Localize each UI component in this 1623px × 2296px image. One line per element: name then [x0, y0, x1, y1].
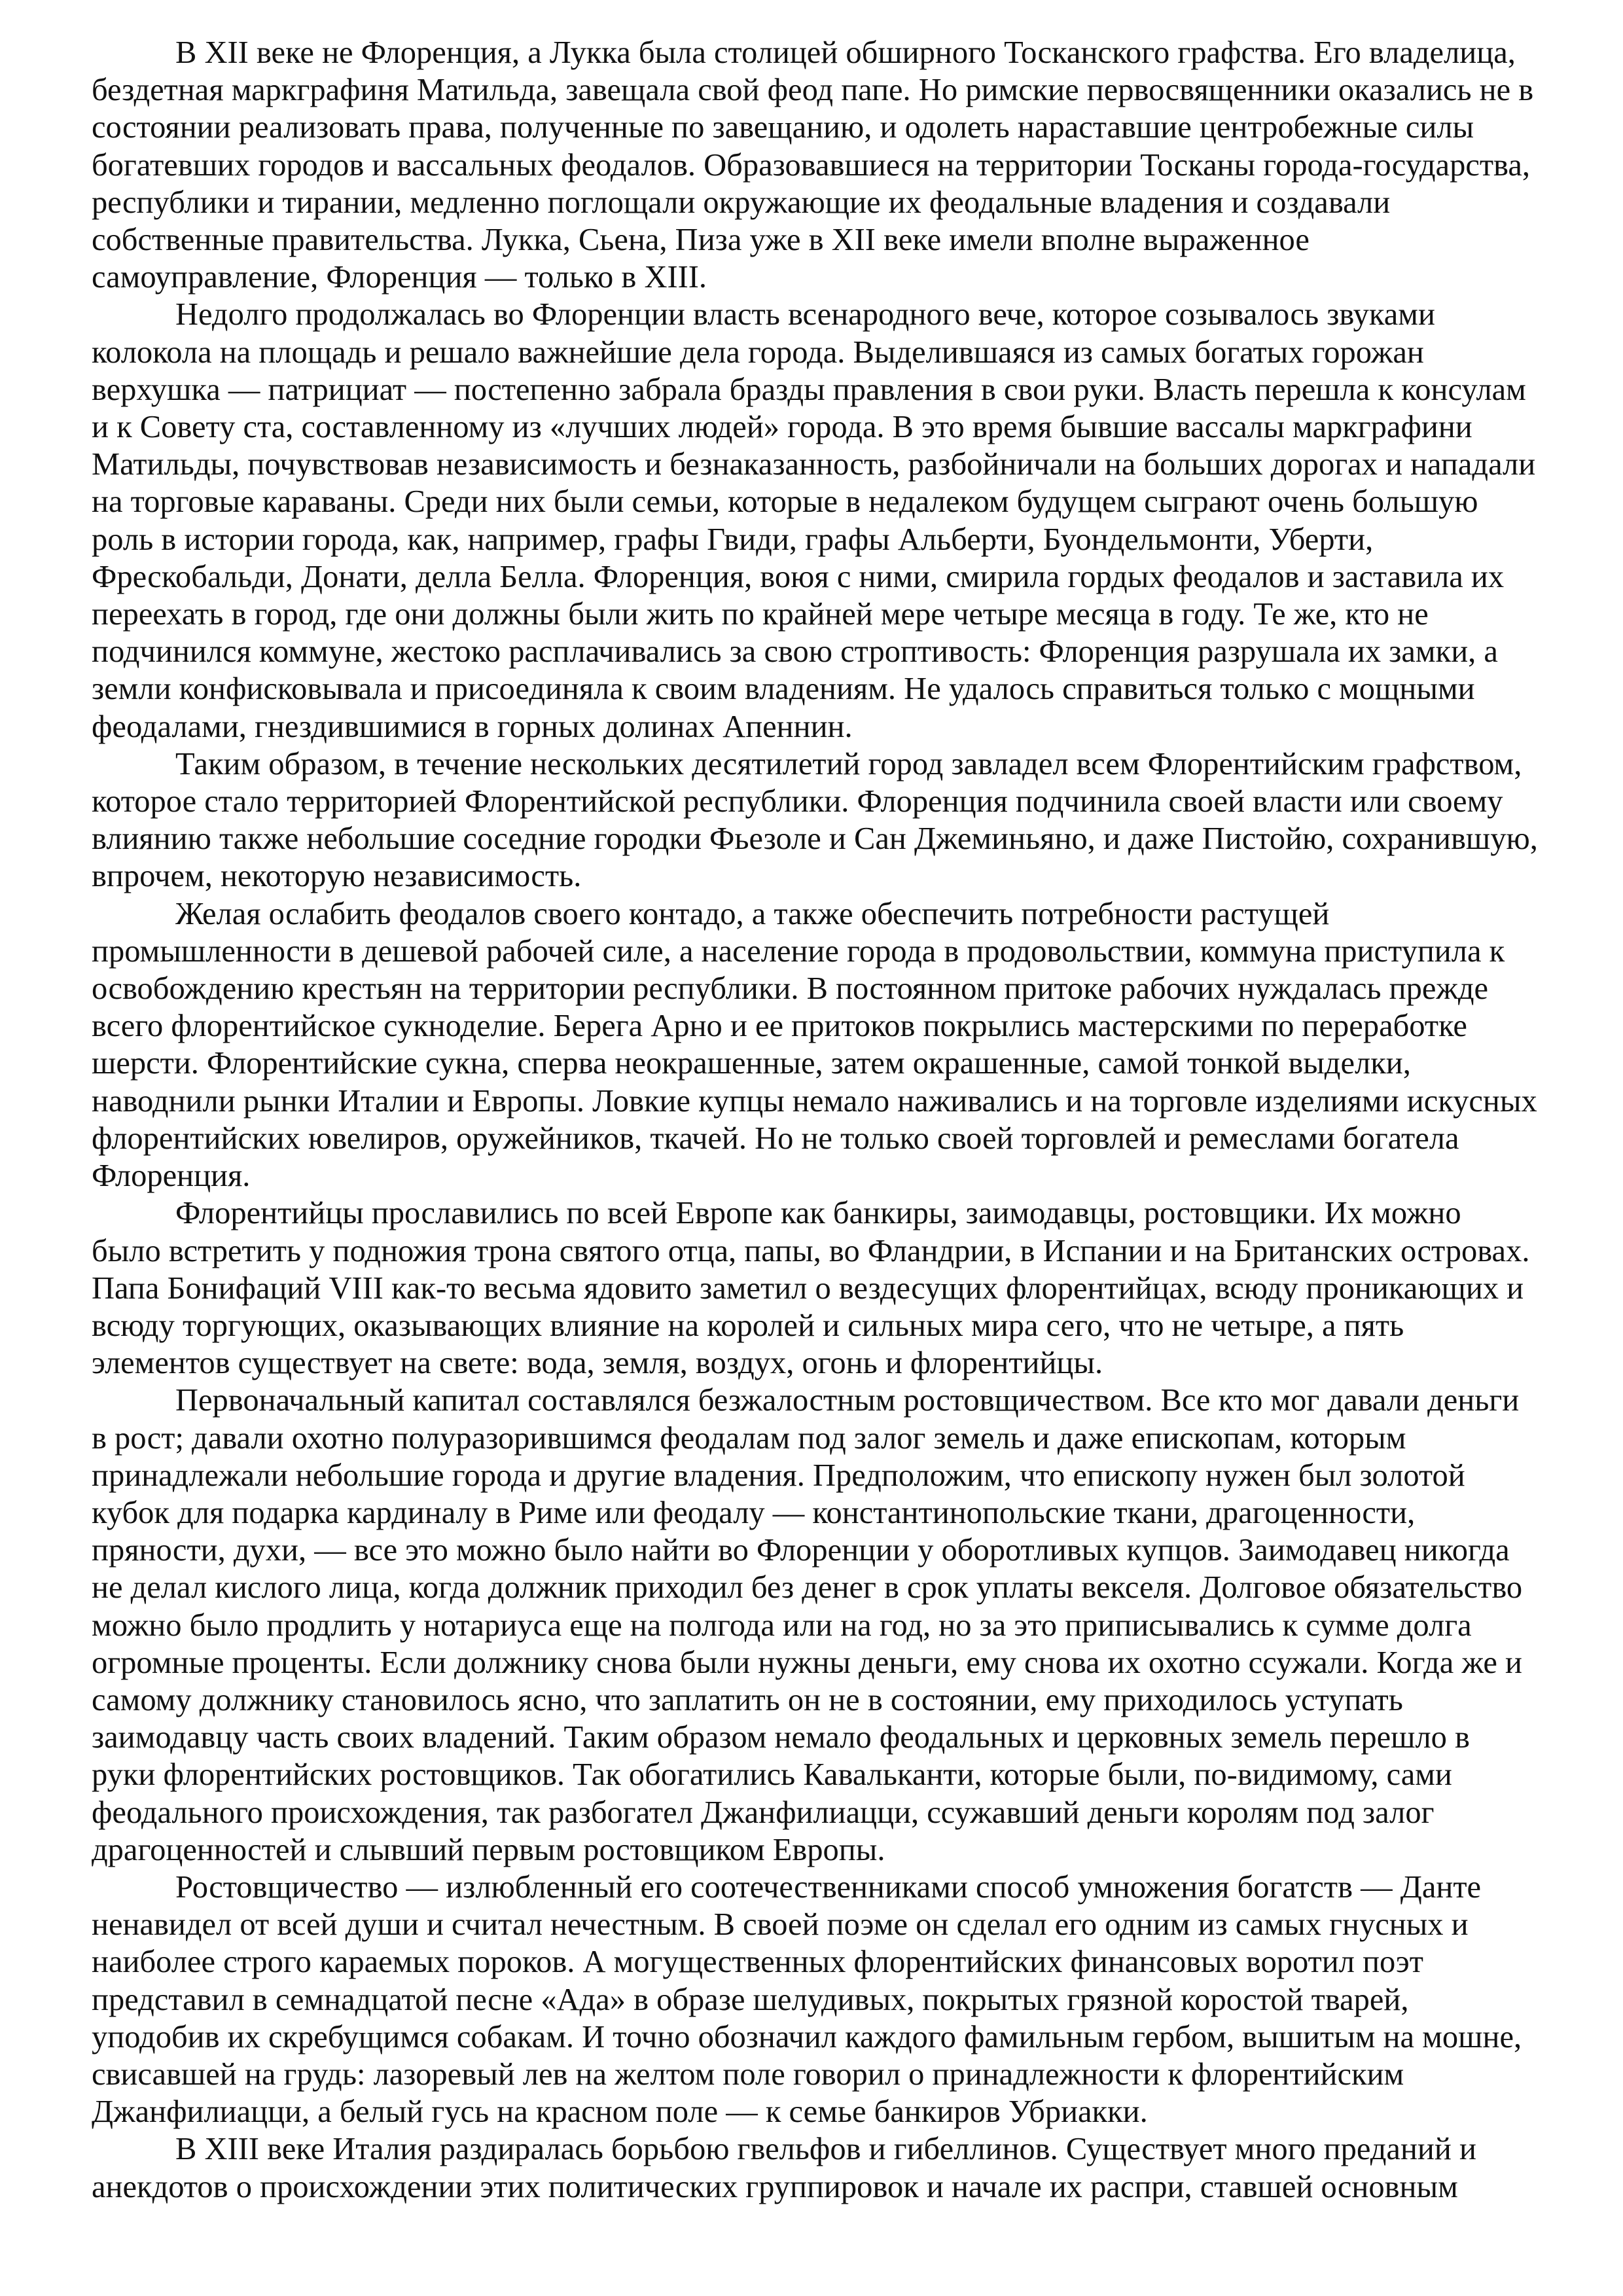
paragraph-1: В XII веке не Флоренция, а Лукка была столицей обширного Тосканского графства. Его владелица, бездетная маркграфиня Матильда, завещала свой феод папе. Но римские первосвященники оказались не в состоянии реализовать права, полученные по завещанию, и одолеть нараставшие центробежные силы богатевших городов и вассальных феодалов. Образовавшиеся на территории Тосканы города-государства, республики и тирании, медленно поглощали окружающие их феодальные владения и создавали собственные правительства. Лукка, Сьена, Пиза уже в XII веке имели вполне выраженное самоуправление, Флоренция — только в XIII. [92, 35, 1534, 295]
paragraph-3: Таким образом, в течение нескольких десятилетий город завладел всем Флорентийским графством, которое стало территорией Флорентийской республики. Флоренция подчинила своей власти или своему влиянию также небольшие соседние городки Фьезоле и Сан Джеминьяно, и даже Пистойю, сохранившую, впрочем, некоторую независимость. [92, 746, 1538, 894]
paragraph-5: Флорентийцы прославились по всей Европе как банкиры, заимодавцы, ростовщики. Их можно было встретить у подножия трона святого отца, папы, во Фландрии, в Испании и на Британских островах. Папа Бонифаций VIII как-то весьма ядовито заметил о вездесущих флорентийцах, всюду проникающих и всюду торгующих, оказывающих влияние на королей и сильных мира сего, что не четыре, а пять элементов существует на свете: вода, земля, воздух, огонь и флорентийцы. [92, 1196, 1530, 1381]
paragraph-6: Первоначальный капитал составлялся безжалостным ростовщичеством. Все кто мог давали деньги в рост; давали охотно полуразорившимся феодалам под залог земель и даже епископам, которым принадлежали небольшие города и другие владения. Предположим, что епископу нужен был золотой кубок для подарка кардиналу в Риме или феодалу — константинопольские ткани, драгоценности, пряности, духи, — все это можно было найти во Флоренции у оборотливых купцов. Заимодавец никогда не делал кислого лица, когда должник приходил без денег в срок уплаты векселя. Долговое обязательство можно было продлить у нотариуса еще на полгода или на год, но за это приписывались к сумме долга огромные проценты. Если должнику снова были нужны деньги, ему снова их охотно ссужали. Когда же и самому должнику становилось ясно, что заплатить он не в состоянии, ему приходилось уступать заимодавцу часть своих владений. Таким образом немало феодальных и церковных земель перешло в руки флорентийских ростовщиков. Так обогатились Кавальканти, которые были, по-видимому, сами феодального происхождения, так разбогател Джанфилиацци, ссужавший деньги королям под залог драгоценностей и слывший первым ростовщиком Европы. [92, 1383, 1523, 1867]
paragraph-8: В XIII веке Италия раздиралась борьбою гвельфов и гибеллинов. Существует много преданий и анекдотов о происхождении этих политических группировок и начале их распри, ставшей основным [92, 2132, 1476, 2204]
paragraph-7: Ростовщичество — излюбленный его соотечественниками способ умножения богатств — Данте ненавидел от всей души и считал нечестным. В своей поэме он сделал его одним из самых гнусных и наиболее строго караемых пороков. А могущественных флорентийских финансовых воротил поэт представил в семнадцатой песне «Ада» в образе шелудивых, покрытых грязной коростой тварей, уподобив их скребущимся собакам. И точно обозначил каждого фамильным гербом, вышитым на мошне, свисавшей на грудь: лазоревый лев на желтом поле говорил о принадлежности к флорентийским Джанфилиацци, а белый гусь на красном поле — к семье банкиров Убриакки. [92, 1869, 1522, 2130]
document-body [92, 34, 1538, 2206]
paragraph-4: Желая ослабить феодалов своего контадо, а также обеспечить потребности растущей промышленности в дешевой рабочей силе, а население города в продовольствии, коммуна приступила к освобождению крестьян на территории республики. В постоянном притоке рабочих нуждалась прежде всего флорентийское сукноделие. Берега Арно и ее притоков покрылись мастерскими по переработке шерсти. Флорентийские сукна, сперва неокрашенные, затем окрашенные, самой тонкой выделки, наводнили рынки Италии и Европы. Ловкие купцы немало наживались и на торговле изделиями искусных флорентийских ювелиров, оружейников, ткачей. Но не только своей торговлей и ремеслами богатела Флоренция. [92, 896, 1537, 1194]
paragraph-2: Недолго продолжалась во Флоренции власть всенародного вече, которое созывалось звуками колокола на площадь и решало важнейшие дела города. Выделившаяся из самых богатых горожан верхушка — патрициат — постепенно забрала бразды правления в свои руки. Власть перешла к консулам и к Совету ста, составленному из «лучших людей» города. В это время бывшие вассалы маркграфини Матильды, почувствовав независимость и безнаказанность, разбойничали на больших дорогах и нападали на торговые караваны. Среди них были семьи, которые в недалеком будущем сыграют очень большую роль в истории города, как, например, графы Гвиди, графы Альберти, Буондельмонти, Уберти, Фрескобальди, Донати, делла Белла. Флоренция, воюя с ними, смирила гордых феодалов и заставила их переехать в город, где они должны были жить по крайней мере четыре месяца в году. Те же, кто не подчинился коммуне, жестоко расплачивались за свою строптивость: Флоренция разрушала их замки, а земли конфисковывала и присоединяла к своим владениям. Не удалось справиться только с мощными феодалами, гнездившимися в горных долинах Апеннин. [92, 297, 1536, 744]
